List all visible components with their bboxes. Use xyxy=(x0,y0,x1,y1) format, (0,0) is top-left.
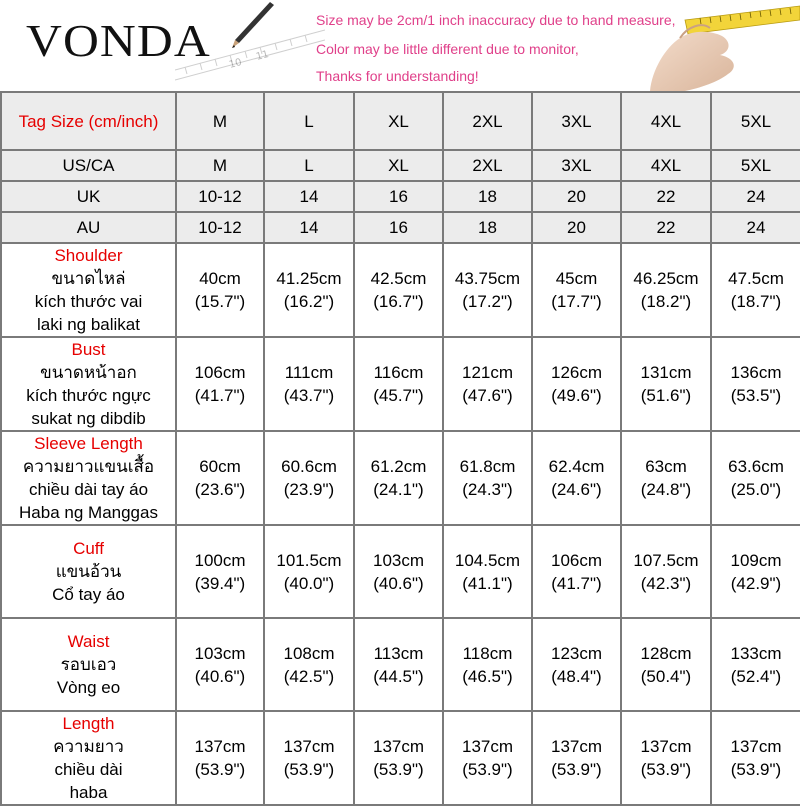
measurement-cell xyxy=(621,243,711,337)
value-cm: 137cm xyxy=(640,737,692,756)
value-cm: 116cm xyxy=(373,363,424,382)
banner xyxy=(0,0,800,91)
measurement-row xyxy=(1,711,800,805)
value-cm: 126cm xyxy=(550,363,603,382)
value-cm: 128cm xyxy=(640,643,692,663)
measurement-cell xyxy=(176,525,264,618)
measurement-cell xyxy=(176,337,264,431)
value-inch: (40.0") xyxy=(283,573,335,593)
note-thanks: Thanks for understanding! xyxy=(316,68,479,84)
header-row xyxy=(1,92,800,150)
size-header-cell: 3XL xyxy=(532,92,621,150)
measurement-translation: sukat ng dibdib xyxy=(31,409,146,428)
value-cm: 108cm xyxy=(283,643,335,663)
size-header-cell: M xyxy=(176,92,264,150)
measurement-cell xyxy=(443,525,532,618)
size-header-cell: 4XL xyxy=(621,92,711,150)
value-inch: (25.0") xyxy=(730,480,782,499)
size-cell: 18 xyxy=(443,181,532,212)
size-header-cell: 2XL xyxy=(443,92,532,150)
size-cell: 16 xyxy=(354,212,443,243)
measurement-row xyxy=(1,618,800,711)
measurement-cell xyxy=(621,618,711,711)
row-label: AU xyxy=(1,212,176,243)
value-inch: (50.4") xyxy=(640,666,692,686)
value-inch: (43.7") xyxy=(283,386,335,405)
value-cm: 113cm xyxy=(373,643,424,663)
tag-size-header: Tag Size (cm/inch) xyxy=(1,92,176,150)
value-cm: 118cm xyxy=(462,643,513,663)
value-inch: (24.1") xyxy=(373,480,424,499)
value-cm: 47.5cm xyxy=(728,269,784,288)
value-inch: (42.9") xyxy=(730,573,782,593)
size-row xyxy=(1,150,800,181)
value-cm: 136cm xyxy=(730,363,782,382)
value-cm: 62.4cm xyxy=(548,457,605,476)
measurement-cell xyxy=(532,525,621,618)
measurement-cell xyxy=(354,711,443,805)
measurement-translation: ความยาว xyxy=(53,737,124,756)
value-cm: 60cm xyxy=(199,457,241,476)
value-inch: (41.7") xyxy=(194,386,246,405)
size-chart-table xyxy=(0,91,800,806)
measurement-cell xyxy=(711,431,800,525)
value-inch: (49.6") xyxy=(551,386,602,405)
value-cm: 121cm xyxy=(461,363,514,382)
value-inch: (42.5") xyxy=(283,666,335,686)
value-inch: (15.7") xyxy=(194,292,246,311)
size-header-cell: 5XL xyxy=(711,92,800,150)
measurement-cell xyxy=(264,337,354,431)
measurement-row xyxy=(1,431,800,525)
size-row xyxy=(1,212,800,243)
value-inch: (47.6") xyxy=(462,386,513,405)
value-inch: (24.8") xyxy=(640,480,692,499)
measurement-translation: Vòng eo xyxy=(56,678,121,697)
measurement-cell xyxy=(621,431,711,525)
measurement-label xyxy=(1,618,176,711)
row-label: UK xyxy=(1,181,176,212)
value-cm: 104.5cm xyxy=(454,550,521,570)
value-cm: 63cm xyxy=(645,457,687,476)
value-inch: (53.9") xyxy=(462,760,513,779)
measurement-cell xyxy=(264,711,354,805)
value-cm: 131cm xyxy=(640,363,692,382)
measurement-row xyxy=(1,243,800,337)
size-row xyxy=(1,181,800,212)
row-label: US/CA xyxy=(1,150,176,181)
measurement-name: Shoulder xyxy=(54,246,123,265)
measurement-cell xyxy=(711,711,800,805)
value-cm: 103cm xyxy=(372,550,425,570)
value-inch: (40.6") xyxy=(194,666,246,686)
value-cm: 40cm xyxy=(199,269,241,288)
size-cell: XL xyxy=(354,150,443,181)
value-inch: (40.6") xyxy=(373,573,424,593)
size-cell: 22 xyxy=(621,181,711,212)
measurement-label xyxy=(1,711,176,805)
measurement-cell xyxy=(532,337,621,431)
measurement-cell xyxy=(711,618,800,711)
value-cm: 101.5cm xyxy=(276,550,342,570)
value-cm: 106cm xyxy=(550,550,603,570)
measurement-row xyxy=(1,337,800,431)
value-inch: (51.6") xyxy=(640,386,692,405)
size-cell: M xyxy=(176,150,264,181)
value-cm: 45cm xyxy=(555,269,598,288)
measurement-label xyxy=(1,337,176,431)
ruler-pencil-illustration xyxy=(175,0,325,91)
measurement-cell xyxy=(532,711,621,805)
value-cm: 41.25cm xyxy=(276,269,342,288)
value-inch: (16.7") xyxy=(373,292,424,311)
note-inaccuracy: Size may be 2cm/1 inch inaccuracy due to hand measure, xyxy=(316,12,676,28)
measurement-translation: chiều dài tay áo xyxy=(28,480,149,499)
measurement-cell xyxy=(532,431,621,525)
measurement-translation: ความยาวแขนเสื้อ xyxy=(22,457,155,476)
measurement-label xyxy=(1,525,176,618)
measurement-translation: Haba ng Manggas xyxy=(19,503,158,522)
measurement-cell xyxy=(354,618,443,711)
value-cm: 137cm xyxy=(461,737,514,756)
measurement-cell xyxy=(354,337,443,431)
value-inch: (53.9") xyxy=(551,760,602,779)
measurement-cell xyxy=(711,337,800,431)
value-inch: (42.3") xyxy=(640,573,692,593)
size-cell: 14 xyxy=(264,181,354,212)
size-cell: 4XL xyxy=(621,150,711,181)
measurement-translation: haba xyxy=(69,783,108,802)
measurement-cell xyxy=(264,243,354,337)
value-inch: (53.9") xyxy=(640,760,692,779)
value-inch: (53.9") xyxy=(730,760,782,779)
value-inch: (53.9") xyxy=(283,760,335,779)
value-inch: (41.7") xyxy=(551,573,602,593)
value-inch: (45.7") xyxy=(373,386,424,405)
measurement-name: Cuff xyxy=(73,539,104,558)
value-inch: (52.4") xyxy=(730,666,782,686)
measurement-cell xyxy=(443,337,532,431)
size-cell: 24 xyxy=(711,181,800,212)
measurement-cell xyxy=(621,337,711,431)
measurement-cell xyxy=(354,431,443,525)
value-cm: 63.6cm xyxy=(728,457,784,476)
size-cell: 10-12 xyxy=(176,212,264,243)
value-cm: 137cm xyxy=(283,737,335,756)
value-inch: (53.5") xyxy=(730,386,782,405)
measurement-translation: kích thước ngực xyxy=(26,386,151,405)
svg-text:10: 10 xyxy=(227,56,244,71)
value-cm: 100cm xyxy=(194,550,246,570)
value-inch: (24.3") xyxy=(462,480,513,499)
value-inch: (46.5") xyxy=(462,666,513,686)
value-cm: 103cm xyxy=(194,643,246,663)
value-inch: (39.4") xyxy=(194,573,246,593)
value-cm: 137cm xyxy=(550,737,603,756)
value-cm: 61.8cm xyxy=(459,457,516,476)
size-cell: 3XL xyxy=(532,150,621,181)
measurement-cell xyxy=(532,618,621,711)
value-cm: 133cm xyxy=(730,643,782,663)
measurement-name: Length xyxy=(62,714,115,733)
size-cell: 18 xyxy=(443,212,532,243)
measurement-cell xyxy=(354,243,443,337)
value-inch: (17.2") xyxy=(462,292,513,311)
size-cell: 20 xyxy=(532,181,621,212)
svg-text:11: 11 xyxy=(254,48,271,63)
note-color: Color may be little different due to monitor, xyxy=(316,41,579,57)
value-inch: (48.4") xyxy=(551,666,602,686)
measurement-cell xyxy=(354,525,443,618)
size-cell: 16 xyxy=(354,181,443,212)
measuring-tape-hand-illustration xyxy=(640,0,800,91)
size-header-cell: L xyxy=(264,92,354,150)
value-inch: (23.6") xyxy=(194,480,246,499)
measurement-cell xyxy=(443,431,532,525)
size-cell: 5XL xyxy=(711,150,800,181)
value-inch: (41.1") xyxy=(462,573,513,593)
measurement-translation: Cổ tay áo xyxy=(52,585,125,604)
value-cm: 42.5cm xyxy=(370,269,427,288)
measurement-name: Sleeve Length xyxy=(34,434,143,453)
value-inch: (17.7") xyxy=(551,292,602,311)
value-cm: 60.6cm xyxy=(281,457,337,476)
size-cell: 2XL xyxy=(443,150,532,181)
value-inch: (18.7") xyxy=(730,292,782,311)
measurement-cell xyxy=(711,243,800,337)
value-inch: (16.2") xyxy=(283,292,335,311)
measurement-cell xyxy=(264,618,354,711)
size-cell: L xyxy=(264,150,354,181)
measurement-cell xyxy=(176,431,264,525)
measurement-label xyxy=(1,243,176,337)
measurement-cell xyxy=(176,243,264,337)
measurement-cell xyxy=(264,525,354,618)
value-cm: 107.5cm xyxy=(633,550,699,570)
measurement-translation: แขนอ้วน xyxy=(55,562,122,581)
size-cell: 14 xyxy=(264,212,354,243)
value-inch: (23.9") xyxy=(283,480,335,499)
measurement-cell xyxy=(711,525,800,618)
measurement-translation: รอบเอว xyxy=(60,655,117,674)
size-cell: 24 xyxy=(711,212,800,243)
value-inch: (53.9") xyxy=(194,760,246,779)
value-inch: (44.5") xyxy=(373,666,424,686)
value-cm: 123cm xyxy=(550,643,603,663)
measurement-translation: kích thước vai xyxy=(34,292,143,311)
measurement-name: Bust xyxy=(71,340,106,359)
value-cm: 137cm xyxy=(372,737,425,756)
size-cell: 10-12 xyxy=(176,181,264,212)
value-inch: (24.6") xyxy=(551,480,602,499)
measurement-translation: ขนาดไหล่ xyxy=(51,269,126,288)
size-header-cell: XL xyxy=(354,92,443,150)
measurement-row xyxy=(1,525,800,618)
measurement-translation: ขนาดหน้าอก xyxy=(40,363,137,382)
measurement-label xyxy=(1,431,176,525)
value-cm: 109cm xyxy=(730,550,782,570)
size-cell: 22 xyxy=(621,212,711,243)
measurement-cell xyxy=(621,525,711,618)
value-cm: 137cm xyxy=(194,737,246,756)
value-inch: (53.9") xyxy=(373,760,424,779)
measurement-cell xyxy=(264,431,354,525)
value-cm: 111cm xyxy=(284,363,334,382)
value-cm: 61.2cm xyxy=(370,457,427,476)
measurement-cell xyxy=(621,711,711,805)
measurement-name: Waist xyxy=(67,632,110,651)
measurement-cell xyxy=(443,711,532,805)
measurement-cell xyxy=(176,618,264,711)
value-cm: 46.25cm xyxy=(633,269,699,288)
brand-logo: VONDA xyxy=(26,15,211,66)
measurement-cell xyxy=(443,243,532,337)
value-cm: 106cm xyxy=(194,363,246,382)
value-cm: 137cm xyxy=(730,737,782,756)
value-cm: 43.75cm xyxy=(454,269,521,288)
measurement-cell xyxy=(532,243,621,337)
measurement-translation: chiều dài xyxy=(54,760,123,779)
measurement-cell xyxy=(176,711,264,805)
size-cell: 20 xyxy=(532,212,621,243)
measurement-translation: laki ng balikat xyxy=(36,315,140,334)
measurement-cell xyxy=(443,618,532,711)
value-inch: (18.2") xyxy=(640,292,692,311)
